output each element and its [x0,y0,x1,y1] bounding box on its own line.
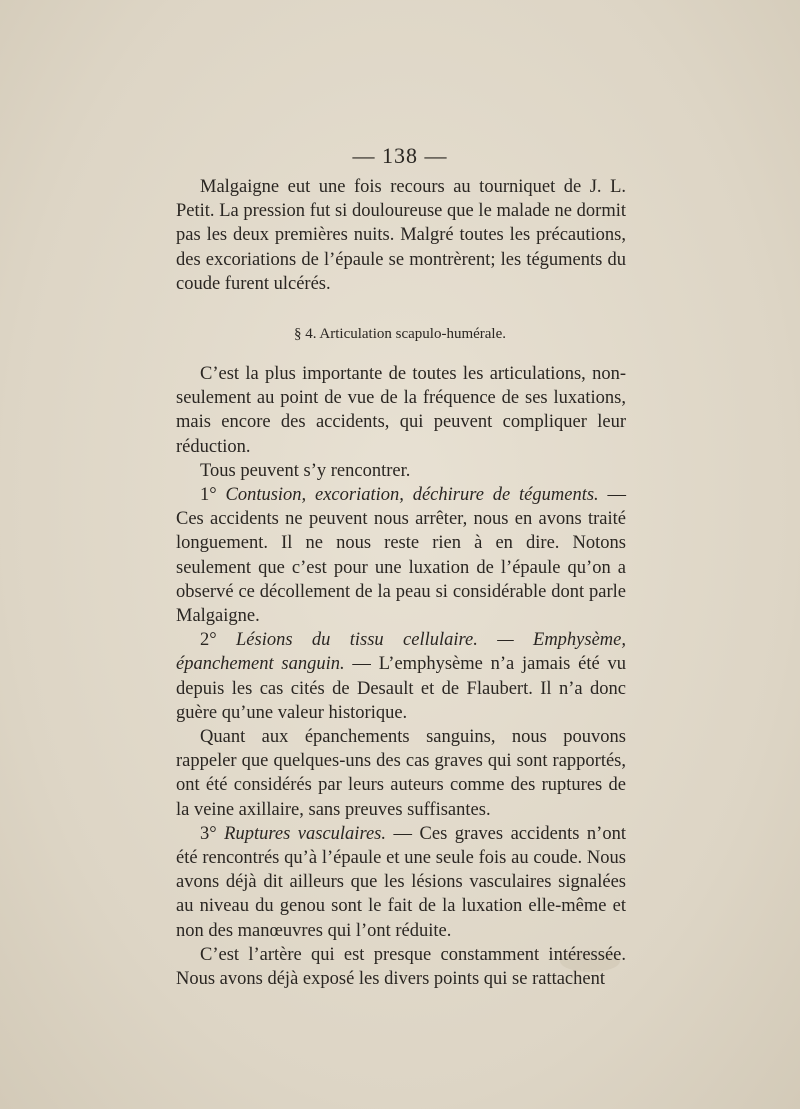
item-title: Lésions du tissu cellulaire. — Emphysème, épanchement sanguin. [176,630,627,675]
item-title: Ruptures vasculaires. [224,823,386,844]
page-number: — 138 — [352,143,448,168]
item-title: Contusion, excoriation, déchirure de téguments. [225,485,599,506]
item-number: 3° [200,823,217,844]
paragraph: Quant aux épanchements sanguins, nous pouvons rappeler que quelques-uns des cas graves qui sont rapportés, ont été considérés par leurs auteurs comme des ruptures de la veine axillaire, sans preuves suffisantes. [176,727,626,820]
paragraph: C’est la plus importante de toutes les articulations, non-seulement au point de vue de la fréquence de ses luxations, mais encore des accidents, qui peuvent compliquer leur réduction. [176,364,626,457]
paragraph: Tous peuvent s’y rencontrer. [200,460,411,481]
paragraph: Malgaigne eut une fois recours au tourniquet de J. L. Petit. La pression fut si douloureuse que le malade ne dormit pas les deux premières nuits. Malgré toutes les précautions, des excoriations de l’épaule se montrèrent; les téguments du coude furent ulcérés. [176,177,626,294]
item-number: 1° [200,485,217,506]
item-text: — Ces graves accidents n’ont été rencontrés qu’à l’épaule et une seule fois au coude. Nous avons déjà dit ailleurs que les lésions vasculaires signalées au niveau du genou sont le fait de la luxation elle-même et non des manœuvres qui l’ont réduite. [176,823,626,941]
section-heading: § 4. Articulation scapulo-humérale. [293,326,507,342]
item-number: 2° [200,630,217,651]
paragraph: C’est l’artère qui est presque constamment intéressée. Nous avons déjà exposé les divers points qui se rattachent [176,944,626,990]
paragraph [176,822,626,943]
item-text: — Ces accidents ne peuvent nous arrêter, nous en avons traité longuement. Il ne nous reste rien à en dire. Notons seulement que c’est pour une luxation de l’épaule qu’on a observé ce décollement de la peau si considérable dont parle Malgaigne. [176,485,627,627]
paragraph [176,628,626,725]
paragraph [176,483,626,628]
text-block-top [176,175,626,296]
item-text: — L’emphysème n’a jamais été vu depuis les cas cités de Desault et de Flaubert. Il n’a donc guère qu’une valeur historique. [176,654,626,723]
text-block-main [176,362,626,991]
